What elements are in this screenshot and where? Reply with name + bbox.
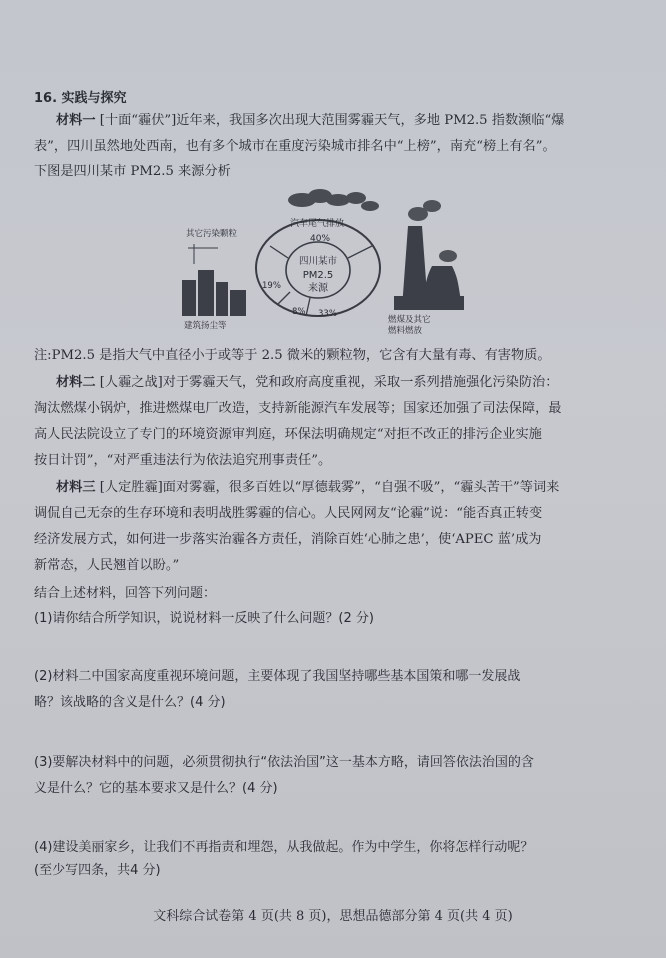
label-dust: 建筑扬尘等 [184,321,227,331]
pct-8: 8% [292,307,306,317]
material-3-text-4: 新常态，人民翘首以盼。” [34,558,180,573]
page-footer: 文科综合试卷第 4 页(共 8 页)，思想品德部分第 4 页(共 4 页) [153,909,513,924]
material-3-text-1: [人定胜霾]面对雾霾，很多百姓以“厚德载雾”，“自强不吸”，“霾头苦干”等词来 [99,480,560,495]
material-2-text-3: 高人民法院设立了专门的环境资源审判庭，环保法明确规定“对拒不改正的排污企业实施 [34,427,542,442]
material-1-text-3: 下图是四川某市 PM2.5 来源分析 [34,164,231,179]
material-1-line-1 [56,110,564,132]
building-icon [182,270,246,316]
material-3-text-3: 经济发展方式，如何进一步落实治霾各方责任，消除百姓‘心肺之患’，使‘APEC 蓝’成为 [34,532,542,547]
note: 注:PM2.5 是指大气中直径小于或等于 2.5 微米的颗粒物，它含有大量有毒、有害物质。 [34,348,551,363]
material-2-text-1: [人霾之战]对于雾霾天气，党和政府高度重视，采取一系列措施强化污染防治： [99,375,559,390]
pct-vehicle: 40% [310,234,331,244]
material-2-label: 材料二 [56,375,96,390]
material-1-text-2: 表”，四川虽然地处西南，也有多个城市在重度污染城市排名中“上榜”，南充“榜上有名”。 [34,139,556,154]
label-coal-1: 燃煤及其它 [388,315,431,325]
material-3-line-1 [56,477,559,499]
material-1-text-1: [十面“霾伏”]近年来，我国多次出现大范围雾霾天气，多地 PM2.5 指数濒临“爆 [99,113,565,128]
center-line-3: 来源 [308,283,328,294]
pm25-source-diagram [170,186,470,336]
power-plant-icon [394,226,464,310]
answer-prompt: 结合上述材料，回答下列问题： [34,586,217,601]
sub-question-3-line-1: (3)要解决材料中的问题，必须贯彻执行“依法治国”这一基本方略，请回答依法治国的含 [34,755,534,770]
question-title: 16. 实践与探究 [34,91,127,106]
label-coal-2: 燃料燃放 [388,326,423,336]
material-3-text-2: 调侃自己无奈的生存环境和表明战胜雾霾的信心。人民网网友“论霾”说：“能否真正转变 [34,506,543,521]
sub-question-4-line-2: (至少写四条，共4 分) [34,863,161,878]
material-1-label: 材料一 [56,113,96,128]
sub-question-1: (1)请你结合所学知识，说说材料一反映了什么问题？(2 分) [34,611,374,626]
material-2-text-4: 按日计罚”，“对严重违法行为依法追究刑事责任”。 [34,453,332,468]
material-2-text-2: 淘汰燃煤小锅炉，推进燃煤电厂改造，支持新能源汽车发展等；国家还加强了司法保障，最 [34,401,562,416]
center-line-1: 四川某市 [298,256,338,267]
sub-question-4-line-1: (4)建设美丽家乡，让我们不再指责和埋怨，从我做起。作为中学生，你将怎样行动呢？ [34,840,534,855]
label-other: 其它污染颗粒 [186,229,238,239]
material-2-line-1 [56,372,558,394]
pct-19: 19% [262,281,281,291]
center-line-2: PM2.5 [302,270,334,281]
sub-question-3-line-2: 义是什么？它的基本要求又是什么？(4 分) [34,781,278,796]
smoke-cloud-icon [288,189,379,211]
sub-question-2-line-1: (2)材料二中国家高度重视环境问题，主要体现了我国坚持哪些基本国策和哪一发展战 [34,669,521,684]
sub-question-2-line-2: 略？该战略的含义是什么？(4 分) [34,695,226,710]
material-3-label: 材料三 [56,480,96,495]
label-vehicle: 汽车尾气排放 [290,219,345,229]
pct-33: 33% [318,309,337,319]
